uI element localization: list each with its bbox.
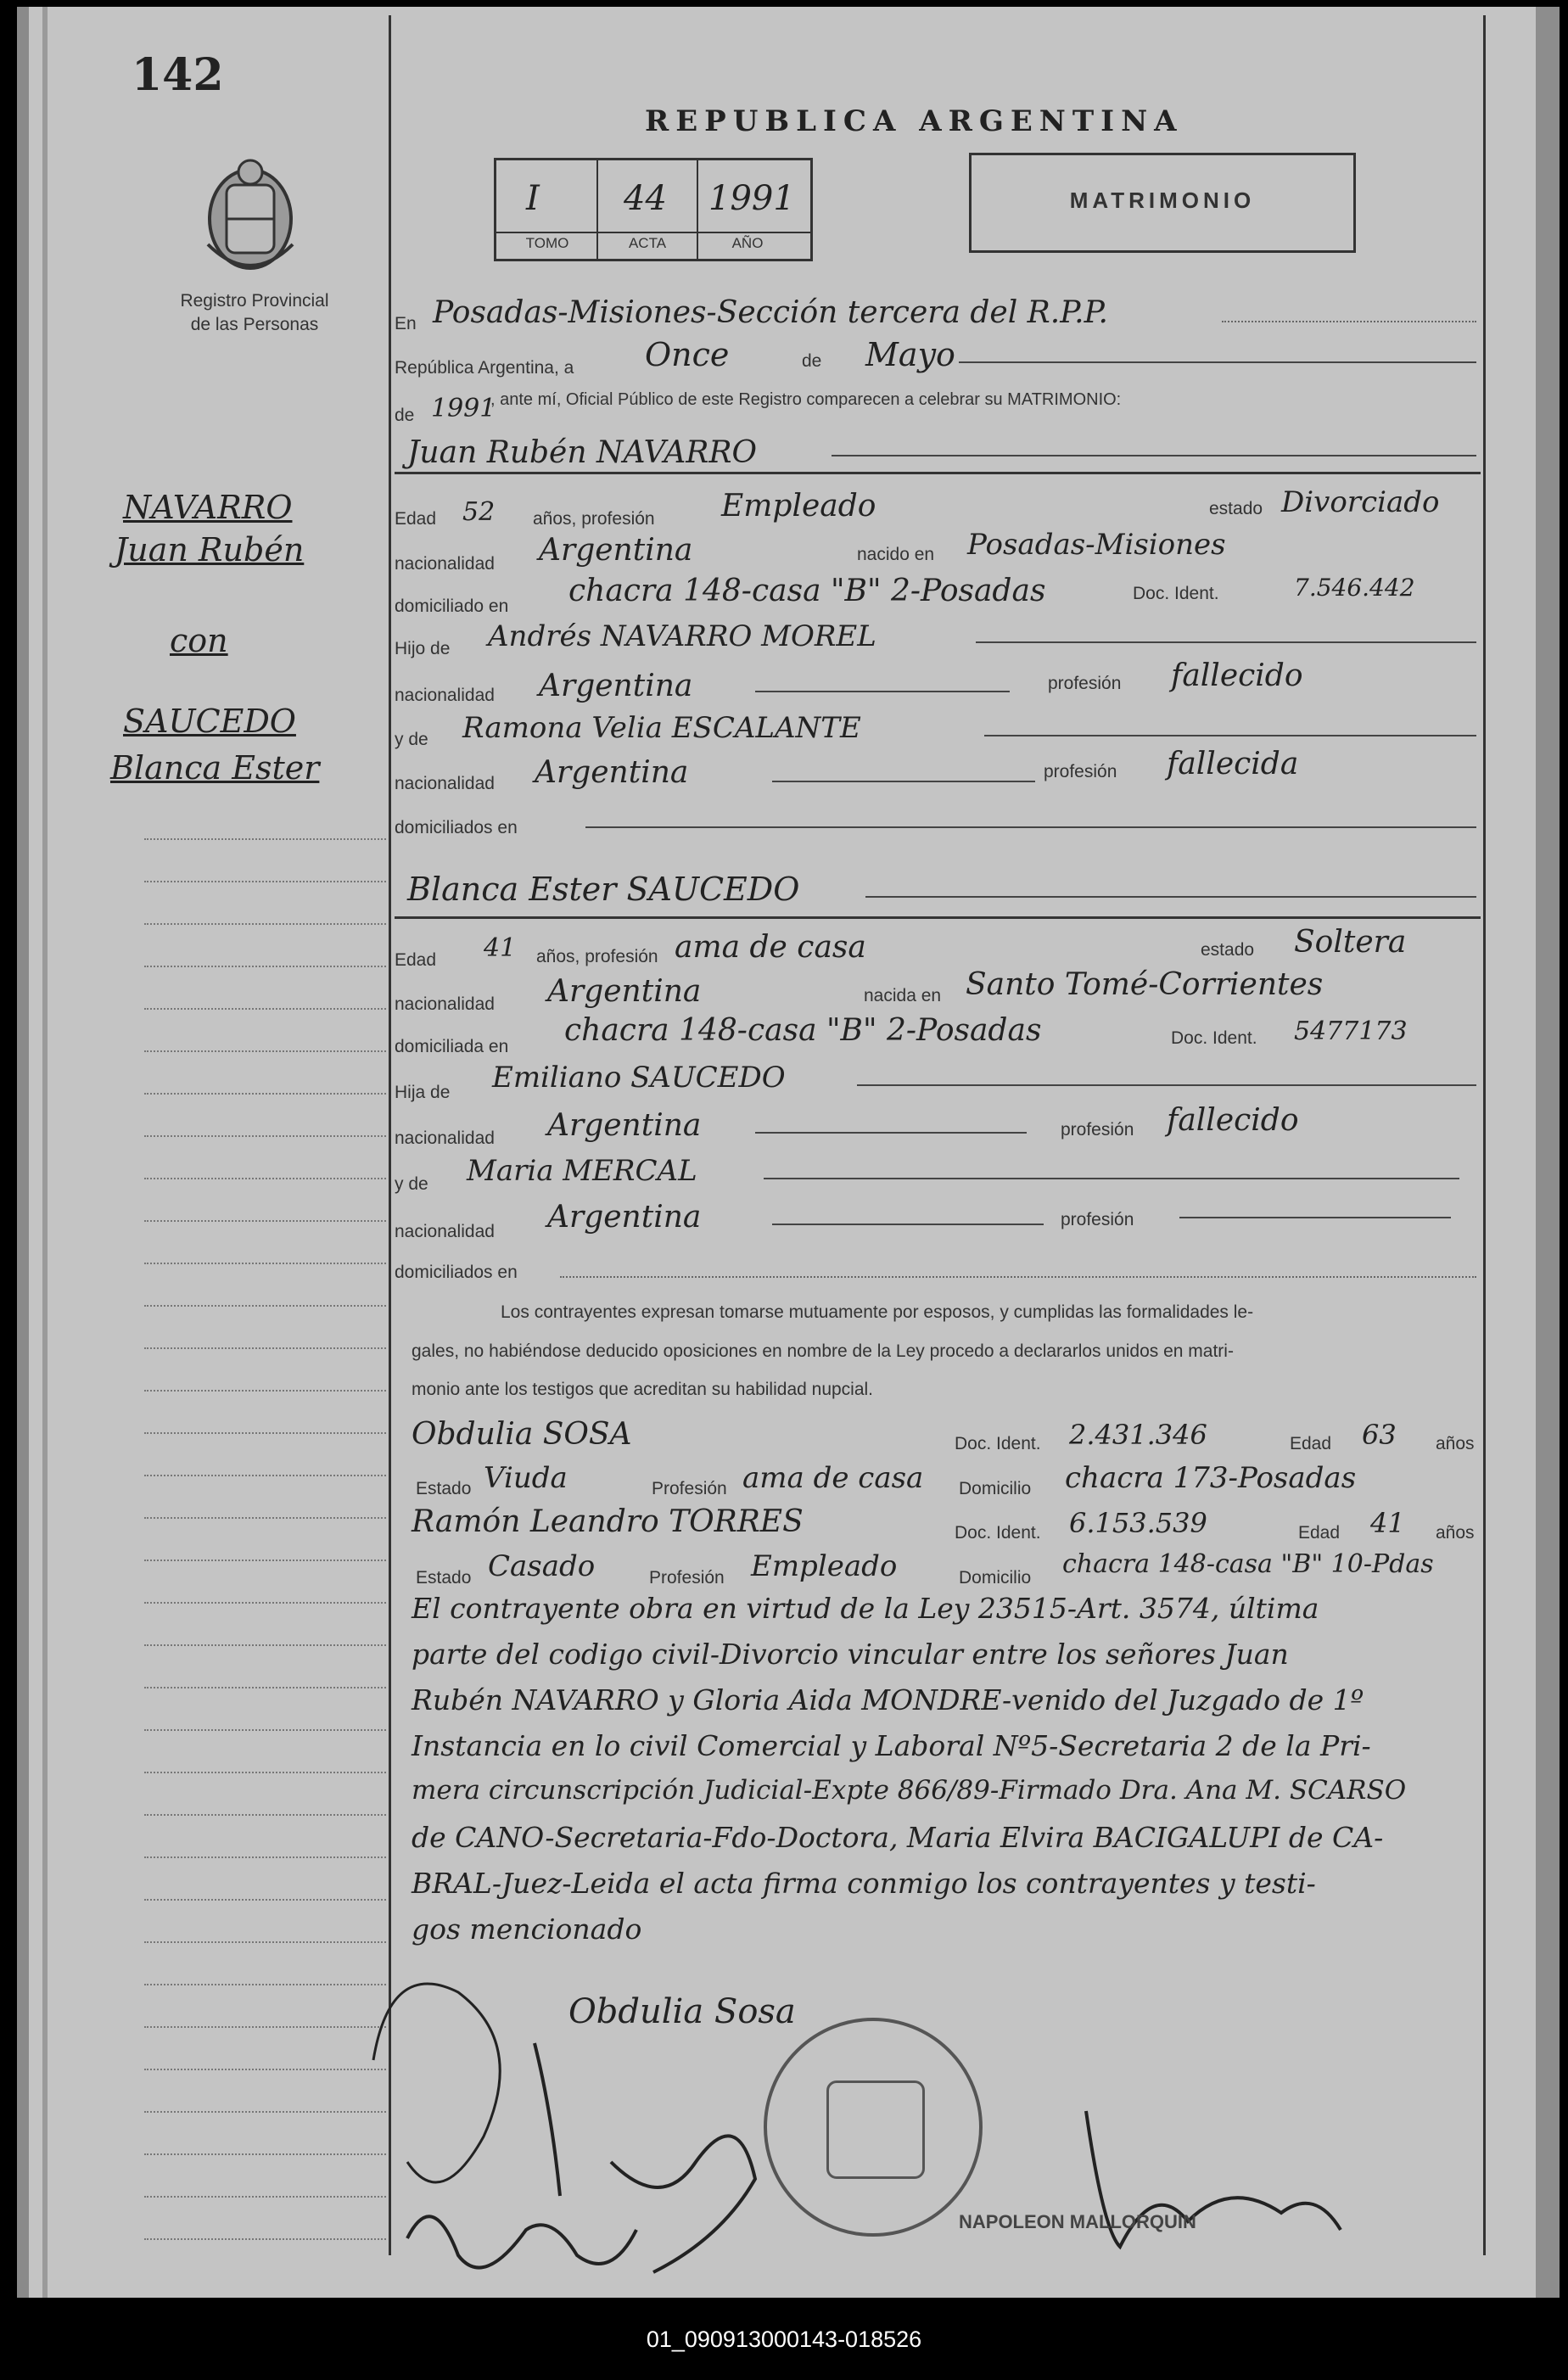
bride-doc-label: Doc. Ident. <box>1171 1028 1257 1048</box>
witness2-doc-label: Doc. Ident. <box>955 1523 1041 1543</box>
yde-label: y de <box>395 730 428 749</box>
bride-estado-label: estado <box>1201 940 1255 960</box>
note-line: Instancia en lo civil Comercial y Laboral Nº5-Secretaria 2 de la Pri- <box>412 1729 1371 1762</box>
year: 1991 <box>431 394 496 423</box>
groom-mother-nationality: Argentina <box>535 755 689 790</box>
margin-con: con <box>170 622 228 659</box>
witness2-profession: Empleado <box>751 1549 898 1583</box>
groom-mother-profession: fallecida <box>1167 747 1299 781</box>
bride-edad-label: Edad <box>395 950 437 970</box>
witness2-anos-label: años <box>1436 1523 1475 1543</box>
bride-prof2-label: profesión <box>1061 1120 1134 1140</box>
groom-estado: Divorciado <box>1281 485 1440 519</box>
record-type-box <box>969 153 1356 253</box>
bride-yde-label: y de <box>395 1174 428 1194</box>
witness1-profession: ama de casa <box>742 1461 924 1495</box>
ano-value: 1991 <box>708 179 795 218</box>
witness1-prof-label: Profesión <box>652 1479 727 1498</box>
nac3-label: nacionalidad <box>395 774 495 793</box>
groom-name: Juan Rubén NAVARRO <box>407 435 757 470</box>
place: Posadas-Misiones-Sección tercera del R.P.P. <box>433 295 1108 330</box>
record-id-box <box>494 158 813 261</box>
witness1-anos-label: años <box>1436 1434 1475 1453</box>
margin-bride-surname: SAUCEDO <box>123 703 296 740</box>
estado-label: estado <box>1209 499 1263 518</box>
bride-age: 41 <box>484 933 517 963</box>
republica-label: República Argentina, a <box>395 358 574 378</box>
bride-dom-label: domiciliada en <box>395 1037 509 1056</box>
register-page <box>17 7 1560 2298</box>
witness2-estado: Casado <box>488 1549 596 1583</box>
record-type: MATRIMONIO <box>1069 188 1256 213</box>
witness1-name: Obdulia SOSA <box>412 1417 632 1452</box>
bride-father-nationality: Argentina <box>547 1108 702 1143</box>
official-stamp-name: NAPOLEON MALLORQUIN <box>959 2211 1196 2232</box>
witness2-name: Ramón Leandro TORRES <box>412 1504 804 1539</box>
prof2-label: profesión <box>1048 674 1122 693</box>
bride-nac2-label: nacionalidad <box>395 1128 495 1148</box>
right-rule <box>1483 15 1486 2255</box>
tomo-value: I <box>526 179 540 218</box>
bride-nac-label: nacionalidad <box>395 994 495 1014</box>
tomo-label: TOMO <box>525 235 569 251</box>
de-label: de <box>802 351 822 371</box>
bride-father: Emiliano SAUCEDO <box>492 1061 786 1095</box>
acta-label: ACTA <box>628 235 667 251</box>
witness1-edad-label: Edad <box>1290 1434 1332 1453</box>
declaration-line3: monio ante los testigos que acreditan su habilidad nupcial. <box>412 1380 874 1399</box>
hijo-label: Hijo de <box>395 639 451 658</box>
witness2-address: chacra 148-casa "B" 10-Pdas <box>1062 1549 1434 1579</box>
coat-of-arms-icon <box>191 151 310 278</box>
bride-prof3-label: profesión <box>1061 1210 1134 1229</box>
witness1-age: 63 <box>1362 1419 1397 1451</box>
witness1-estado: Viuda <box>484 1461 568 1495</box>
margin-groom-surname: NAVARRO <box>123 489 293 526</box>
binding-edge <box>42 7 48 2298</box>
official-seal <box>764 2018 983 2237</box>
note-line: Rubén NAVARRO y Gloria Aida MONDRE-venido del Juzgado de 1º <box>412 1683 1364 1716</box>
bride-address: chacra 148-casa "B" 2-Posadas <box>564 1013 1042 1048</box>
bride-profession: ama de casa <box>675 930 866 965</box>
groom-father: Andrés NAVARRO MOREL <box>488 619 876 653</box>
hija-label: Hija de <box>395 1083 451 1102</box>
note-line: El contrayente obra en virtud de la Ley 23515-Art. 3574, última <box>412 1592 1319 1625</box>
declaration-line2: gales, no habiéndose deducido oposiciones en nombre de la Ley procedo a declararlos unidos en matri- <box>412 1341 1234 1361</box>
note-line: mera circunscripción Judicial-Expte 866/89-Firmado Dra. Ana M. SCARSO <box>412 1775 1407 1806</box>
prof3-label: profesión <box>1044 762 1117 781</box>
note-line: parte del codigo civil-Divorcio vincular entre los señores Juan <box>412 1638 1289 1671</box>
margin-bride-given: Blanca Ester <box>110 749 320 787</box>
groom-profession: Empleado <box>721 489 876 524</box>
groom-father-nationality: Argentina <box>539 669 693 703</box>
dom-label: domiciliado en <box>395 596 509 616</box>
doms-label: domiciliados en <box>395 818 518 837</box>
bride-doms-label: domiciliados en <box>395 1263 518 1282</box>
edad-label: Edad <box>395 509 437 529</box>
groom-nationality: Argentina <box>539 533 693 568</box>
bride-mother-nationality: Argentina <box>547 1200 702 1235</box>
groom-age: 52 <box>462 497 496 527</box>
bride-prof-label: años, profesión <box>536 947 658 966</box>
witness2-dom-label: Domicilio <box>959 1568 1032 1588</box>
note-line: gos mencionado <box>412 1912 642 1946</box>
margin-groom-given: Juan Rubén <box>115 531 305 568</box>
witness1-dom-label: Domicilio <box>959 1479 1032 1498</box>
nac-label: nacionalidad <box>395 554 495 574</box>
bride-estado: Soltera <box>1294 925 1407 960</box>
nacido-label: nacido en <box>857 545 935 564</box>
witness2-doc: 6.153.539 <box>1069 1507 1207 1539</box>
groom-birthplace: Posadas-Misiones <box>967 528 1226 562</box>
ano-label: AÑO <box>731 235 764 251</box>
bride-name: Blanca Ester SAUCEDO <box>407 871 800 908</box>
en-label: En <box>395 314 417 333</box>
witness1-estado-label: Estado <box>416 1479 472 1498</box>
bride-nationality: Argentina <box>547 974 702 1009</box>
witness1-doc-label: Doc. Ident. <box>955 1434 1041 1453</box>
bride-father-profession: fallecido <box>1167 1103 1299 1138</box>
registry-name: Registro Provincial <box>180 291 329 311</box>
bride-nac3-label: nacionalidad <box>395 1222 495 1241</box>
witness2-estado-label: Estado <box>416 1568 472 1588</box>
page-number: 142 <box>132 49 224 101</box>
signature-witness1: Obdulia Sosa <box>568 1992 796 2031</box>
declaration-line1: Los contrayentes expresan tomarse mutuamente por esposos, y cumplidas las formalidades le- <box>501 1302 1254 1322</box>
binding-edge <box>17 7 29 2298</box>
bride-birthplace: Santo Tomé-Corrientes <box>966 967 1324 1002</box>
witness2-edad-label: Edad <box>1298 1523 1341 1543</box>
witness1-address: chacra 173-Posadas <box>1065 1461 1357 1495</box>
acta-value: 44 <box>624 179 667 218</box>
groom-address: chacra 148-casa "B" 2-Posadas <box>568 574 1046 608</box>
bride-doc: 5477173 <box>1294 1016 1408 1046</box>
registry-name-line2: de las Personas <box>190 315 319 334</box>
nacida-label: nacida en <box>864 986 942 1005</box>
bride-mother: Maria MERCAL <box>467 1154 697 1188</box>
country-title: REPUBLICA ARGENTINA <box>645 104 1184 138</box>
intro-text: , ante mí, Oficial Público de este Registro comparecen a celebrar su MATRIMONIO: <box>490 390 1122 409</box>
witness1-doc: 2.431.346 <box>1069 1419 1207 1451</box>
nac2-label: nacionalidad <box>395 686 495 705</box>
witness2-age: 41 <box>1370 1507 1405 1539</box>
page-edge <box>1536 7 1560 2298</box>
witness2-prof-label: Profesión <box>649 1568 725 1588</box>
de2-label: de <box>395 406 415 425</box>
groom-mother: Ramona Velia ESCALANTE <box>462 711 861 745</box>
note-line: BRAL-Juez-Leida el acta firma conmigo los contrayentes y testi- <box>412 1867 1316 1900</box>
day: Once <box>645 336 730 373</box>
month: Mayo <box>865 336 955 373</box>
groom-father-profession: fallecido <box>1171 658 1303 693</box>
doc-label: Doc. Ident. <box>1133 584 1219 603</box>
note-line: de CANO-Secretaria-Fdo-Doctora, Maria Elvira BACIGALUPI de CA- <box>412 1821 1384 1854</box>
image-id-footer: 01_090913000143-018526 <box>646 2327 922 2352</box>
groom-doc: 7.546.442 <box>1294 574 1415 602</box>
prof-label: años, profesión <box>533 509 655 529</box>
